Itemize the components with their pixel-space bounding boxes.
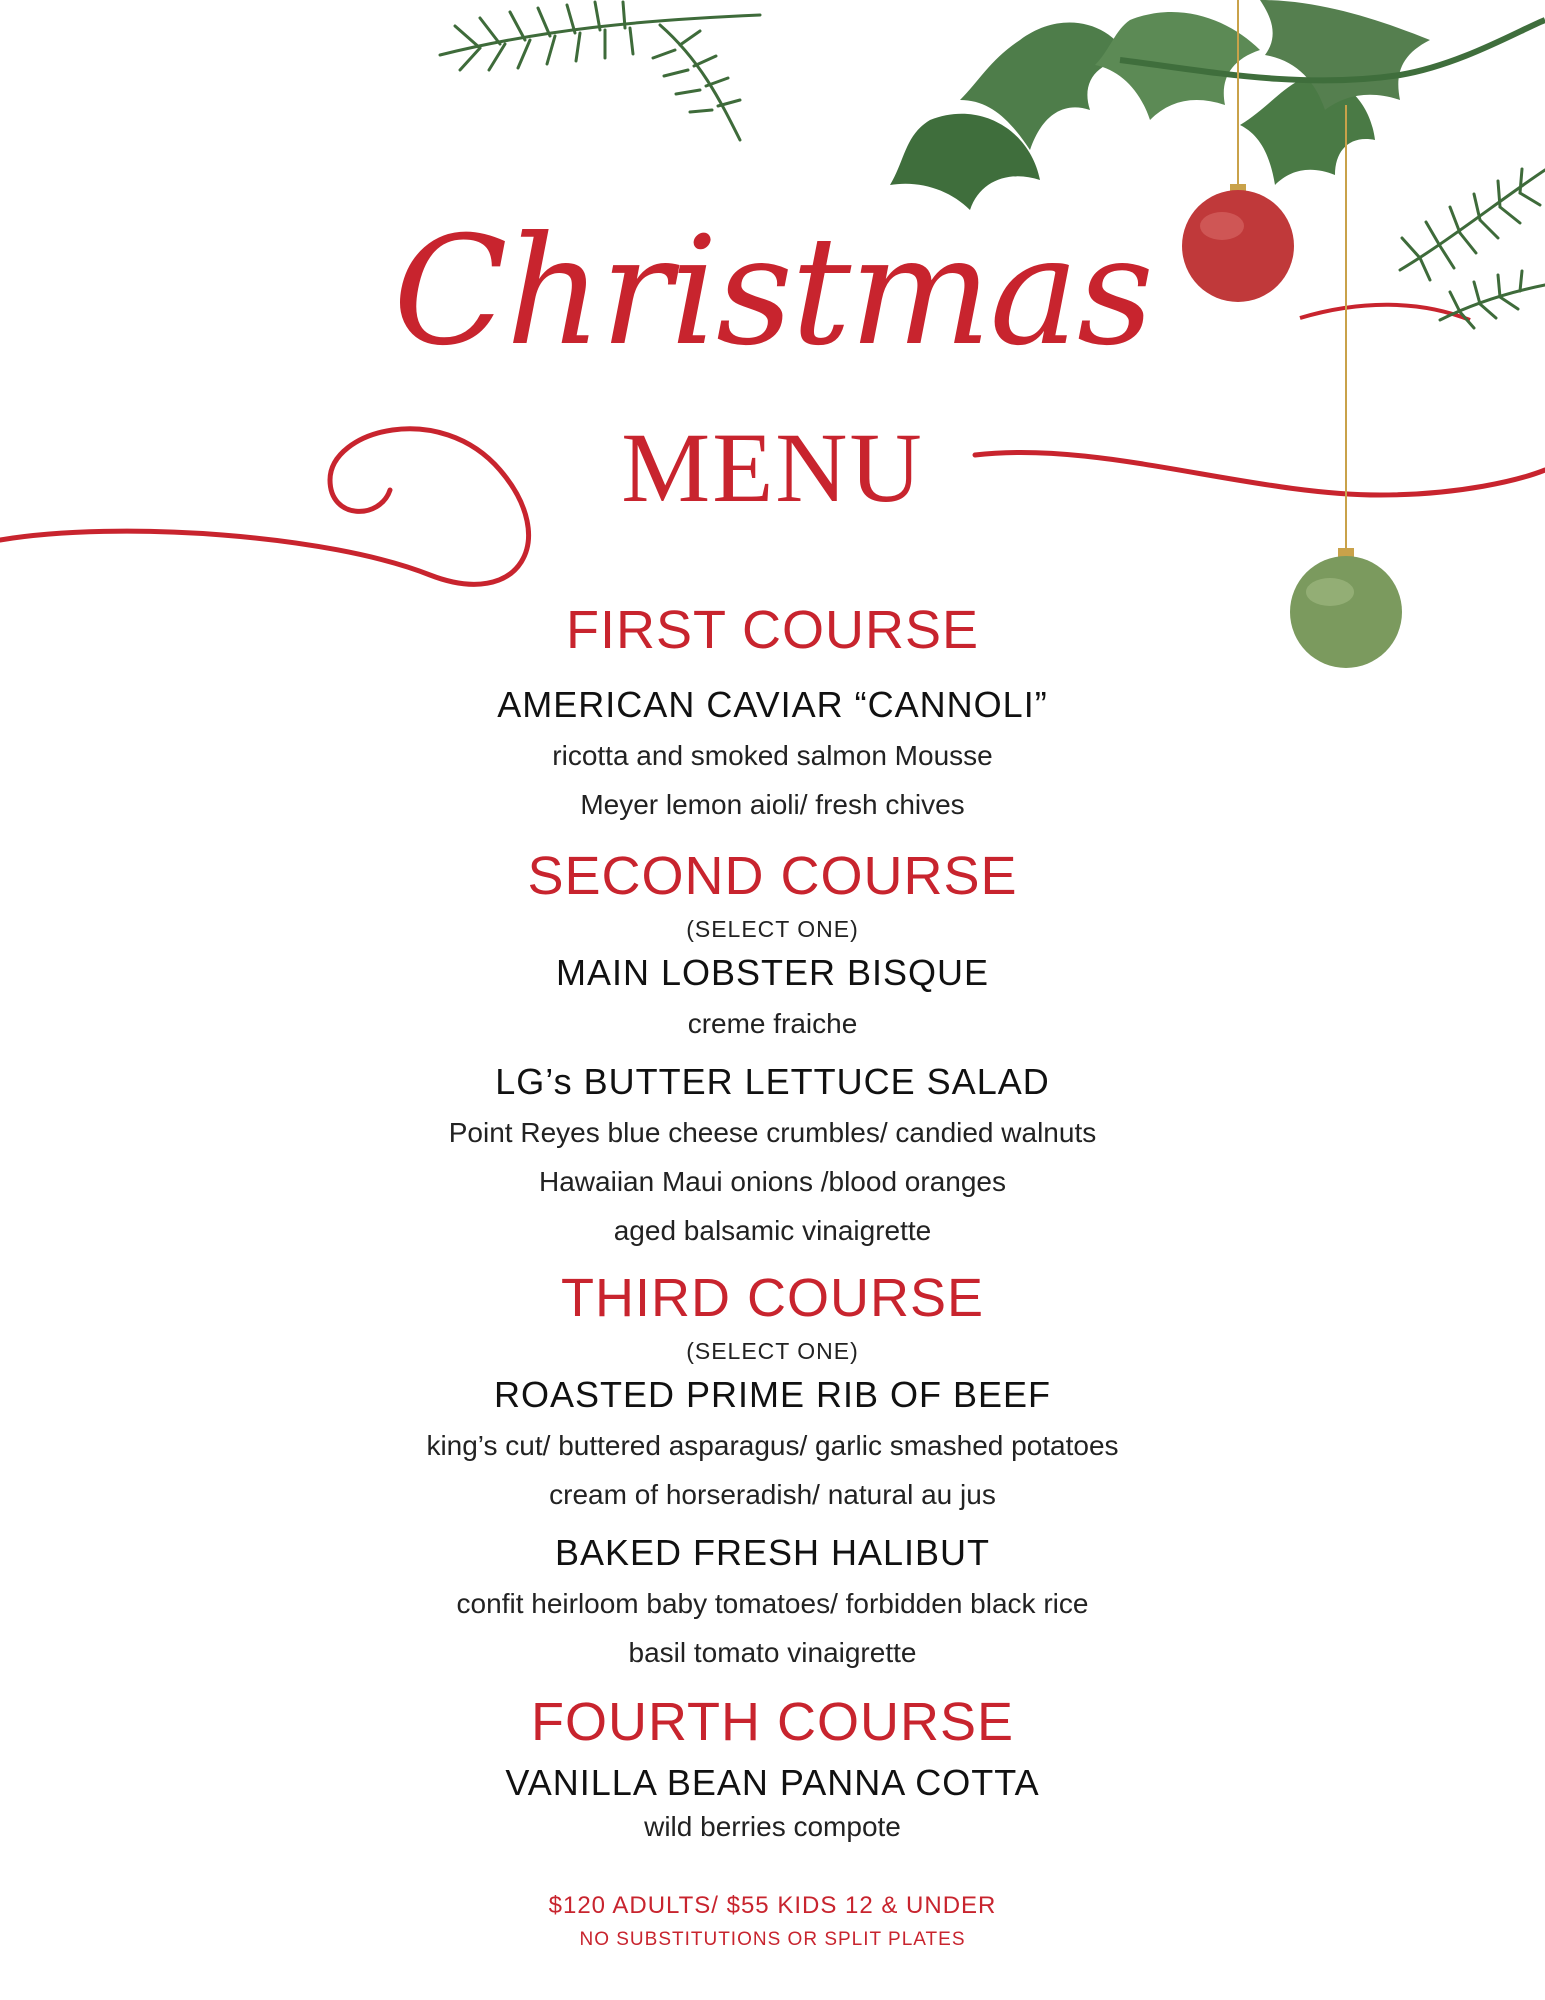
holly-leaf-icon	[890, 0, 1545, 210]
first-course-section	[0, 595, 1545, 829]
menu-footer	[0, 1888, 1545, 1956]
dish-description: confit heirloom baby tomatoes/ forbidden black rice	[456, 1588, 1089, 1619]
course-title: FOURTH COURSE	[530, 1692, 1015, 1752]
dish-description: king’s cut/ buttered asparagus/ garlic smashed potatoes	[426, 1430, 1119, 1461]
third-course-section	[0, 1263, 1545, 1677]
page-title-menu: MENU	[621, 412, 924, 523]
dish-name: ROASTED PRIME RIB OF BEEF	[493, 1374, 1052, 1415]
dish-description: Point Reyes blue cheese crumbles/ candied walnuts	[448, 1117, 1097, 1148]
dish-name: VANILLA BEAN PANNA COTTA	[505, 1762, 1040, 1803]
dish-description: aged balsamic vinaigrette	[613, 1215, 932, 1246]
second-course-section	[0, 841, 1545, 1255]
dish-name: BAKED FRESH HALIBUT	[554, 1532, 991, 1573]
dish-description: Hawaiian Maui onions /blood oranges	[539, 1166, 1006, 1197]
course-title: SECOND COURSE	[527, 846, 1018, 906]
menu-body	[0, 595, 1545, 1845]
policy-note: NO SUBSTITUTIONS OR SPLIT PLATES	[579, 1929, 966, 1950]
pine-branch-icon	[440, 2, 760, 140]
dish-name: MAIN LOBSTER BISQUE	[555, 952, 990, 993]
course-title: FIRST COURSE	[565, 600, 980, 660]
course-title: THIRD COURSE	[560, 1268, 984, 1328]
dish-description: basil tomato vinaigrette	[628, 1637, 917, 1668]
dish-description: ricotta and smoked salmon Mousse	[552, 740, 993, 771]
dish-description: Meyer lemon aioli/ fresh chives	[580, 789, 965, 820]
dish-description: wild berries compote	[644, 1811, 901, 1842]
dish-description: cream of horseradish/ natural au jus	[549, 1479, 996, 1510]
select-one-note: (SELECT ONE)	[686, 1338, 859, 1364]
dish-name: LG’s BUTTER LETTUCE SALAD	[495, 1061, 1050, 1102]
fourth-course-section	[0, 1687, 1545, 1845]
select-one-note: (SELECT ONE)	[686, 916, 859, 942]
page-title-script: Christmas	[393, 205, 1152, 379]
price-info: $120 ADULTS/ $55 KIDS 12 & UNDER	[548, 1892, 997, 1919]
dish-description: creme fraiche	[687, 1008, 858, 1039]
dish-name: AMERICAN CAVIAR “CANNOLI”	[497, 684, 1048, 725]
